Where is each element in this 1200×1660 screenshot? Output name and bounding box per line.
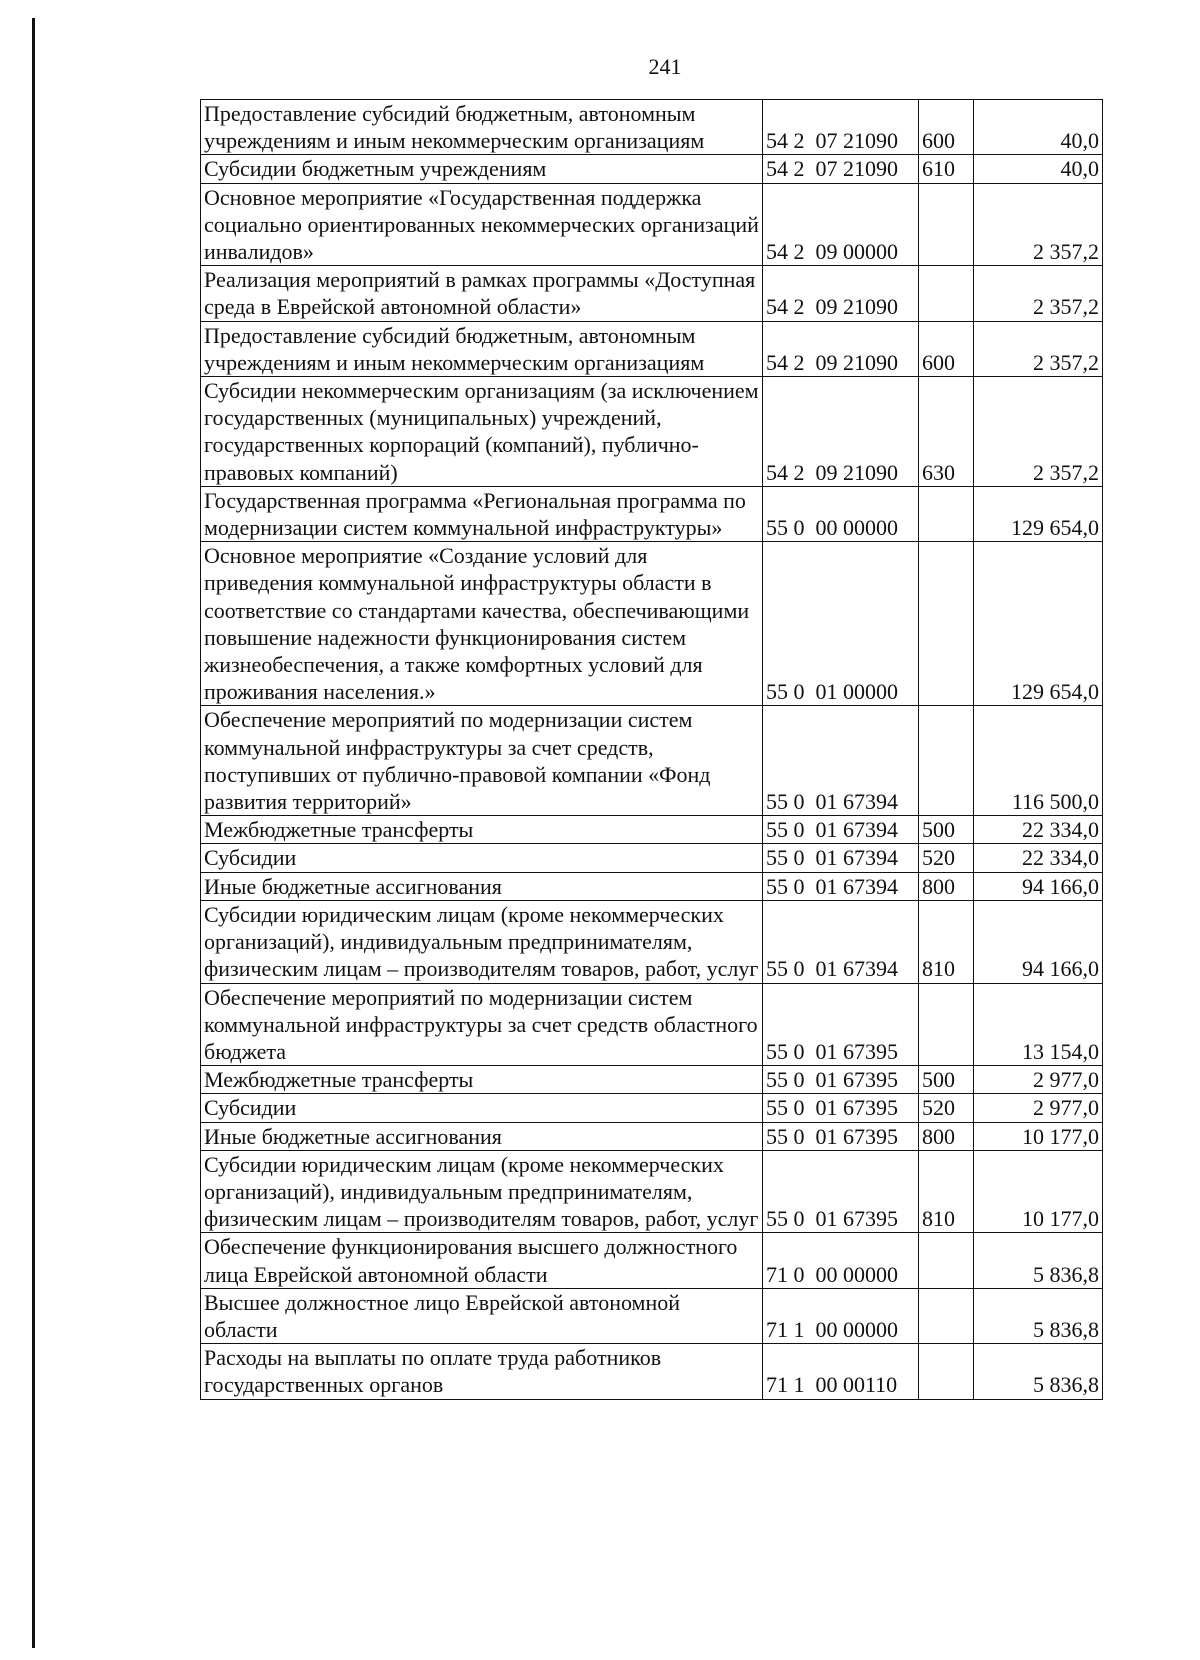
target-article-code-cell: 55 0 01 00000	[763, 542, 919, 706]
expense-type-code-cell	[919, 183, 974, 266]
table-row	[201, 1288, 1103, 1343]
expense-name-cell: Основное мероприятие «Государственная поддержка социально ориентированных некоммерческих организаций инвалидов»	[201, 183, 763, 266]
expense-type-code-cell	[919, 706, 974, 816]
expense-name-cell: Субсидии юридическим лицам (кроме некоммерческих организаций), индивидуальным предпринимателям, физическим лицам – производителям товаров, работ, услуг	[201, 900, 763, 983]
table-row	[201, 1066, 1103, 1094]
expense-name-cell: Обеспечение мероприятий по модернизации систем коммунальной инфраструктуры за счет средств областного бюджета	[201, 983, 763, 1066]
expense-type-code-cell: 610	[919, 155, 974, 183]
target-article-code-cell: 55 0 01 67394	[763, 706, 919, 816]
target-article-code-cell: 54 2 09 21090	[763, 377, 919, 487]
target-article-code-cell: 55 0 01 67395	[763, 1094, 919, 1122]
expense-name-cell: Межбюджетные трансферты	[201, 816, 763, 844]
target-article-code-cell: 55 0 01 67394	[763, 816, 919, 844]
expense-type-code-cell: 500	[919, 816, 974, 844]
target-article-code-cell: 55 0 01 67394	[763, 900, 919, 983]
table-row	[201, 706, 1103, 816]
amount-cell: 2 357,2	[974, 321, 1103, 376]
table-row	[201, 542, 1103, 706]
expense-name-cell: Субсидии	[201, 844, 763, 872]
table-row	[201, 377, 1103, 487]
amount-cell: 2 977,0	[974, 1094, 1103, 1122]
amount-cell: 40,0	[974, 100, 1103, 155]
expense-type-code-cell: 520	[919, 1094, 974, 1122]
expense-type-code-cell: 810	[919, 900, 974, 983]
table-row	[201, 900, 1103, 983]
table-row	[201, 1233, 1103, 1288]
amount-cell: 129 654,0	[974, 542, 1103, 706]
expense-type-code-cell	[919, 542, 974, 706]
table-row	[201, 1122, 1103, 1150]
table-row	[201, 100, 1103, 155]
table-row	[201, 1150, 1103, 1233]
amount-cell: 22 334,0	[974, 816, 1103, 844]
expense-name-cell: Предоставление субсидий бюджетным, автономным учреждениям и иным некоммерческим организациям	[201, 100, 763, 155]
expense-type-code-cell: 600	[919, 321, 974, 376]
binding-edge-line	[32, 18, 35, 1648]
table-row	[201, 183, 1103, 266]
target-article-code-cell: 54 2 09 21090	[763, 266, 919, 321]
target-article-code-cell: 55 0 01 67394	[763, 872, 919, 900]
table-row	[201, 816, 1103, 844]
expense-name-cell: Государственная программа «Региональная программа по модернизации систем коммунальной инфраструктуры»	[201, 486, 763, 541]
expense-type-code-cell: 630	[919, 377, 974, 487]
target-article-code-cell: 71 1 00 00110	[763, 1344, 919, 1399]
amount-cell: 94 166,0	[974, 900, 1103, 983]
expense-type-code-cell: 520	[919, 844, 974, 872]
table-row	[201, 486, 1103, 541]
expense-name-cell: Реализация мероприятий в рамках программы «Доступная среда в Еврейской автономной области»	[201, 266, 763, 321]
expense-name-cell: Субсидии юридическим лицам (кроме некоммерческих организаций), индивидуальным предпринимателям, физическим лицам – производителям товаров, работ, услуг	[201, 1150, 763, 1233]
amount-cell: 2 977,0	[974, 1066, 1103, 1094]
target-article-code-cell: 55 0 01 67394	[763, 844, 919, 872]
table-row	[201, 155, 1103, 183]
target-article-code-cell: 55 0 01 67395	[763, 1122, 919, 1150]
budget-table	[200, 99, 1103, 1400]
target-article-code-cell: 54 2 07 21090	[763, 100, 919, 155]
expense-name-cell: Иные бюджетные ассигнования	[201, 872, 763, 900]
amount-cell: 94 166,0	[974, 872, 1103, 900]
amount-cell: 5 836,8	[974, 1288, 1103, 1343]
expense-name-cell: Высшее должностное лицо Еврейской автономной области	[201, 1288, 763, 1343]
amount-cell: 116 500,0	[974, 706, 1103, 816]
table-row	[201, 983, 1103, 1066]
expense-type-code-cell: 810	[919, 1150, 974, 1233]
expense-name-cell: Расходы на выплаты по оплате труда работников государственных органов	[201, 1344, 763, 1399]
amount-cell: 5 836,8	[974, 1233, 1103, 1288]
page-number: 241	[648, 54, 682, 79]
target-article-code-cell: 54 2 07 21090	[763, 155, 919, 183]
expense-name-cell: Предоставление субсидий бюджетным, автономным учреждениям и иным некоммерческим организациям	[201, 321, 763, 376]
amount-cell: 22 334,0	[974, 844, 1103, 872]
amount-cell: 2 357,2	[974, 266, 1103, 321]
target-article-code-cell: 71 0 00 00000	[763, 1233, 919, 1288]
budget-table-body	[201, 100, 1103, 1400]
target-article-code-cell: 55 0 01 67395	[763, 1066, 919, 1094]
expense-type-code-cell: 800	[919, 872, 974, 900]
expense-type-code-cell: 500	[919, 1066, 974, 1094]
amount-cell: 129 654,0	[974, 486, 1103, 541]
amount-cell: 13 154,0	[974, 983, 1103, 1066]
target-article-code-cell: 71 1 00 00000	[763, 1288, 919, 1343]
table-row	[201, 872, 1103, 900]
expense-type-code-cell	[919, 1344, 974, 1399]
amount-cell: 10 177,0	[974, 1150, 1103, 1233]
expense-name-cell: Иные бюджетные ассигнования	[201, 1122, 763, 1150]
target-article-code-cell: 55 0 00 00000	[763, 486, 919, 541]
table-row	[201, 844, 1103, 872]
expense-name-cell: Межбюджетные трансферты	[201, 1066, 763, 1094]
table-row	[201, 321, 1103, 376]
amount-cell: 40,0	[974, 155, 1103, 183]
expense-name-cell: Субсидии	[201, 1094, 763, 1122]
expense-type-code-cell	[919, 266, 974, 321]
target-article-code-cell: 55 0 01 67395	[763, 1150, 919, 1233]
expense-name-cell: Обеспечение мероприятий по модернизации систем коммунальной инфраструктуры за счет средств, поступивших от публично-правовой компании «Фонд развития территорий»	[201, 706, 763, 816]
amount-cell: 5 836,8	[974, 1344, 1103, 1399]
expense-type-code-cell: 600	[919, 100, 974, 155]
target-article-code-cell: 54 2 09 00000	[763, 183, 919, 266]
expense-type-code-cell	[919, 1233, 974, 1288]
target-article-code-cell: 54 2 09 21090	[763, 321, 919, 376]
target-article-code-cell: 55 0 01 67395	[763, 983, 919, 1066]
expense-type-code-cell	[919, 983, 974, 1066]
expense-type-code-cell	[919, 1288, 974, 1343]
table-row	[201, 266, 1103, 321]
amount-cell: 2 357,2	[974, 183, 1103, 266]
table-row	[201, 1344, 1103, 1399]
table-row	[201, 1094, 1103, 1122]
expense-type-code-cell: 800	[919, 1122, 974, 1150]
amount-cell: 10 177,0	[974, 1122, 1103, 1150]
expense-name-cell: Субсидии некоммерческим организациям (за исключением государственных (муниципальных) учреждений, государственных корпораций (компаний), публично-правовых компаний)	[201, 377, 763, 487]
expense-name-cell: Обеспечение функционирования высшего должностного лица Еврейской автономной области	[201, 1233, 763, 1288]
expense-name-cell: Основное мероприятие «Создание условий для приведения коммунальной инфраструктуры области в соответствие со стандартами качества, обеспечивающими повышение надежности функционирования систем жизнеобеспечения, а также комфортных условий для проживания населения.»	[201, 542, 763, 706]
amount-cell: 2 357,2	[974, 377, 1103, 487]
expense-name-cell: Субсидии бюджетным учреждениям	[201, 155, 763, 183]
expense-type-code-cell	[919, 486, 974, 541]
